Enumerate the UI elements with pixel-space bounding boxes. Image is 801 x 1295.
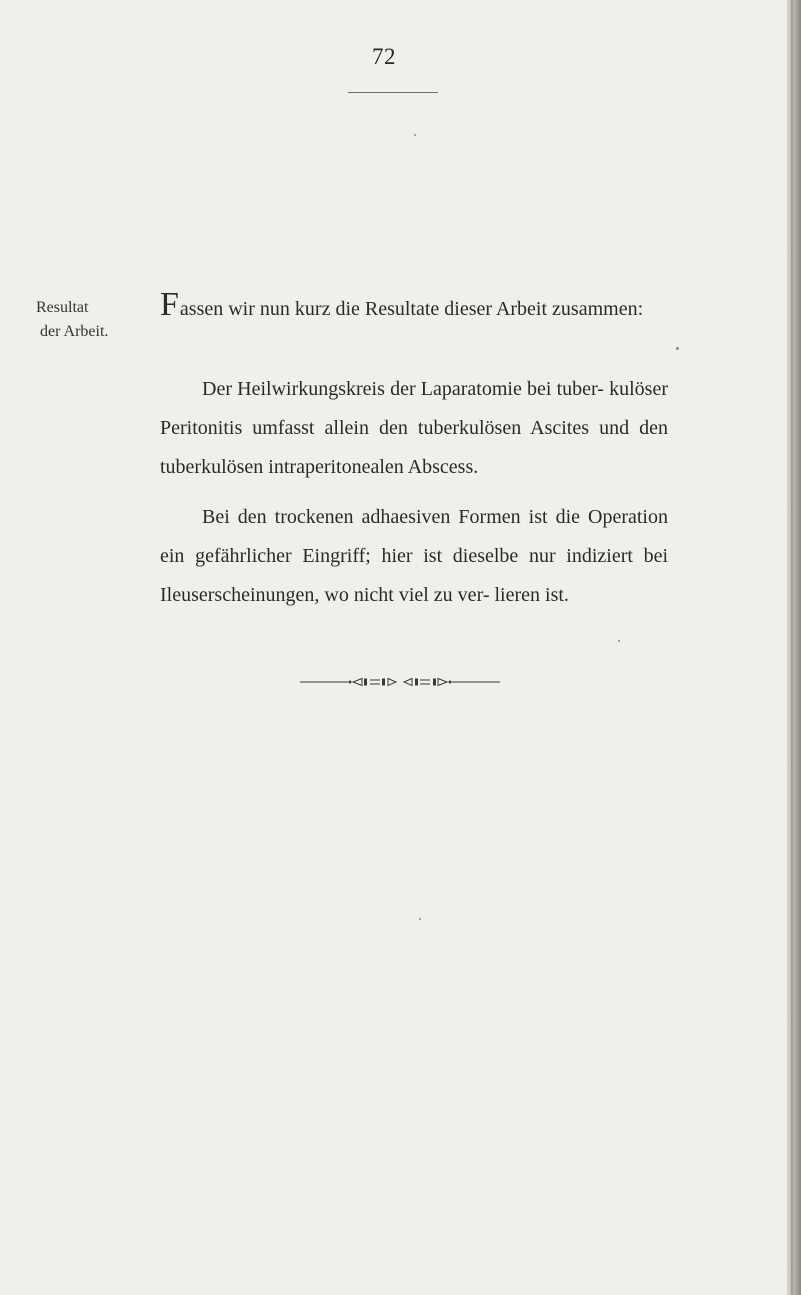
paragraph-1-text: assen wir nun kurz die Resultate dieser Arbeit zusammen:: [179, 298, 644, 320]
margin-note: [36, 296, 108, 344]
paper-speck: [414, 134, 416, 136]
paper-speck: [419, 918, 421, 920]
paragraph-2: Der Heilwirkungskreis der Laparatomie bei tuber- kulöser Peritonitis umfasst allein den tuberkulösen Ascites und den tuberkulösen intraperitonealen Abscess.: [160, 378, 668, 478]
margin-note-line-2: der Arbeit.: [40, 323, 109, 340]
paper-speck: [618, 640, 620, 642]
ornament-divider: [300, 676, 500, 688]
paper-speck: [676, 347, 679, 350]
page-number: 72: [372, 44, 396, 69]
margin-note-line-1: Resultat: [36, 299, 89, 316]
paragraph-3: Bei den trockenen adhaesiven Formen ist die Operation ein gefährlicher Eingriff; hier ist dieselbe nur indiziert bei Ileuserscheinungen, wo nicht viel zu ver- lieren ist.: [160, 506, 668, 606]
header-rule: [348, 92, 438, 93]
drop-cap: F: [160, 286, 179, 323]
page-edge-shadow: [787, 0, 801, 1295]
paragraph-1: [160, 286, 668, 329]
